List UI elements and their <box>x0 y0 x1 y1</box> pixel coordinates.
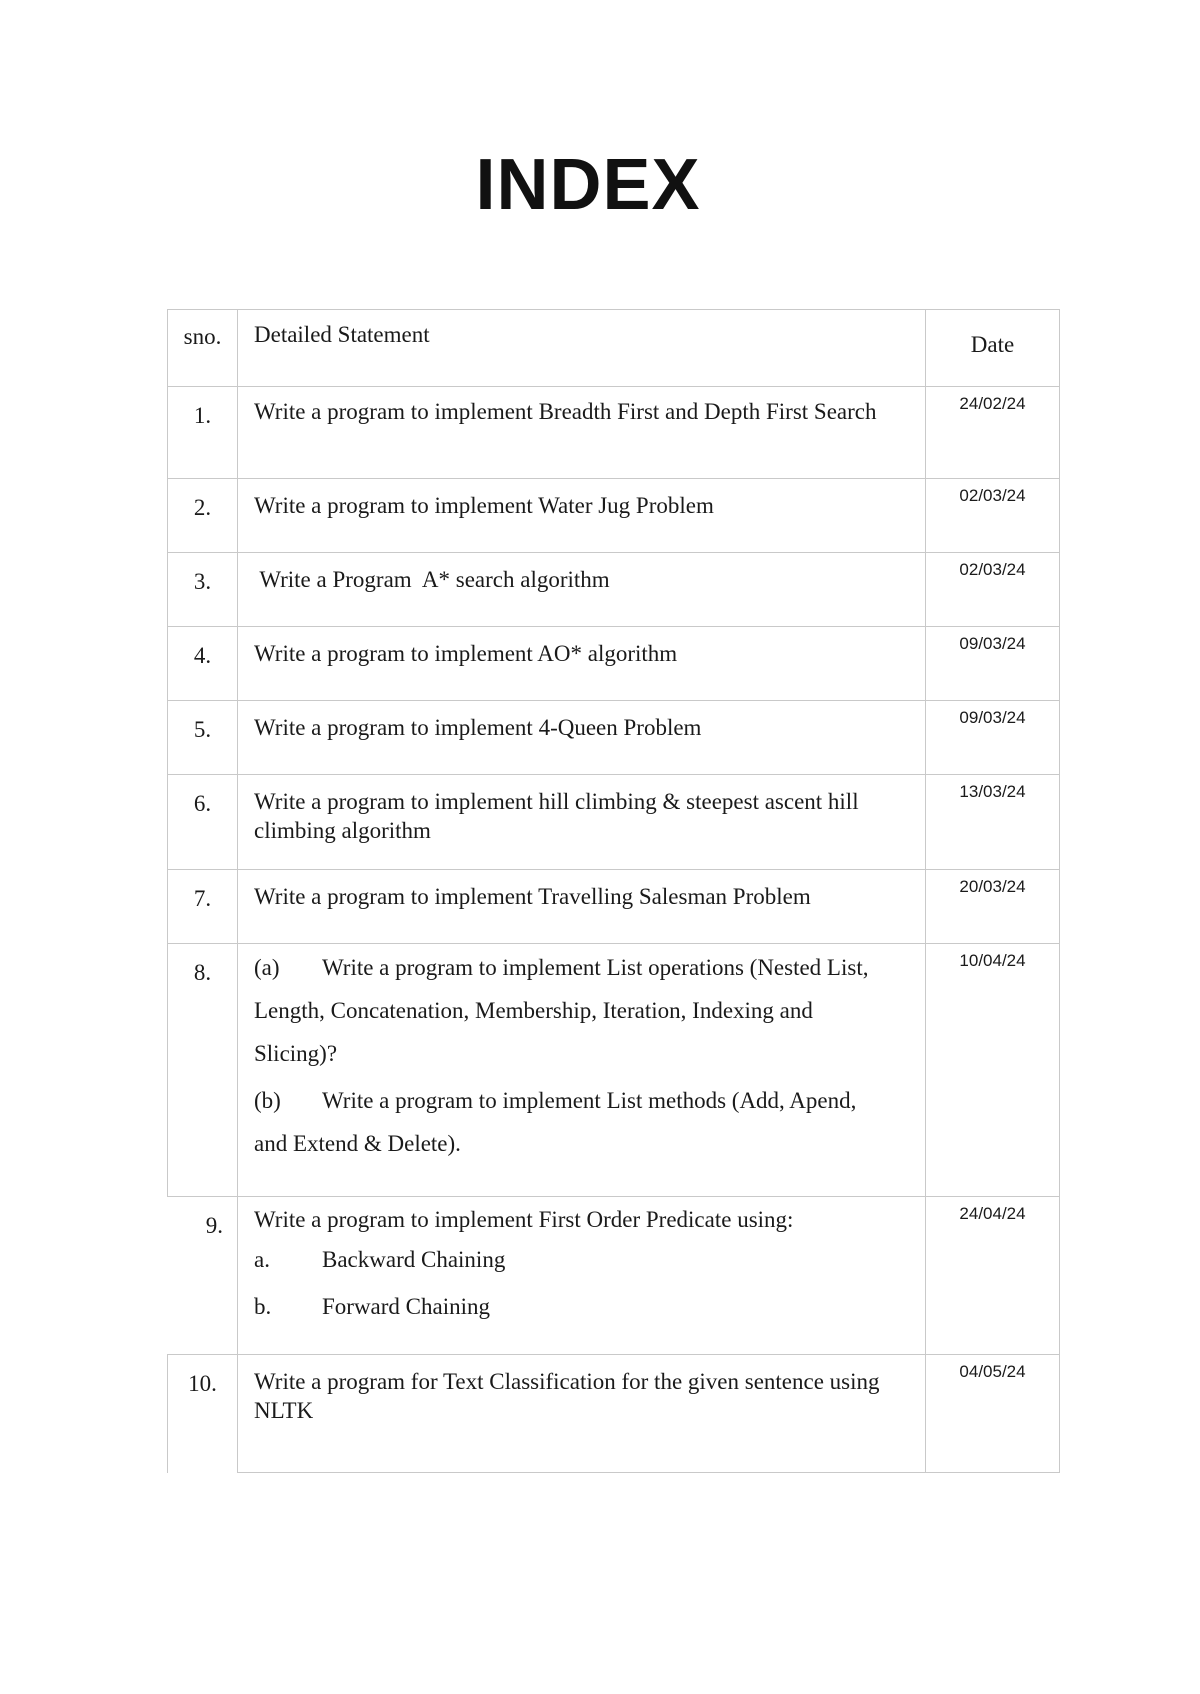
table-row <box>168 553 1060 627</box>
header-date: Date <box>926 310 1060 387</box>
page-title: INDEX <box>475 145 701 225</box>
row-statement <box>238 944 926 1197</box>
row-statement: Write a program to implement hill climbing & steepest ascent hill climbing algorithm <box>238 775 926 870</box>
table-row <box>168 1197 1060 1355</box>
row-statement: Write a Program A* search algorithm <box>238 553 926 627</box>
row-statement: Write a program for Text Classification for the given sentence using NLTK <box>238 1355 926 1473</box>
row-statement: Write a program to implement Travelling Salesman Problem <box>238 870 926 944</box>
sub-item-marker: a. <box>254 1247 270 1272</box>
sub-item-continuation: Length, Concatenation, Membership, Iteration, Indexing and <box>254 998 813 1023</box>
table-row <box>168 627 1060 701</box>
row-statement: Write a program to implement 4-Queen Problem <box>238 701 926 775</box>
row-statement: Write a program to implement Breadth First and Depth First Search <box>238 387 926 479</box>
table-row <box>168 387 1060 479</box>
sub-item <box>254 1236 911 1283</box>
row-sno: 5. <box>168 701 238 775</box>
row-statement: Write a program to implement AO* algorithm <box>238 627 926 701</box>
header-sno: sno. <box>168 310 238 387</box>
table-row <box>168 701 1060 775</box>
row-date: 24/02/24 <box>926 387 1060 479</box>
table-row <box>168 870 1060 944</box>
row-date: 09/03/24 <box>926 627 1060 701</box>
row-date: 09/03/24 <box>926 701 1060 775</box>
row-sno: 6. <box>168 775 238 870</box>
sub-item <box>254 1283 911 1330</box>
table-row <box>168 944 1060 1197</box>
table-row <box>168 479 1060 553</box>
sub-item-text: Forward Chaining <box>322 1294 491 1319</box>
row-statement-text: Write a program to implement First Order Predicate using: <box>254 1207 794 1232</box>
row-date: 04/05/24 <box>926 1355 1060 1473</box>
sub-item-text: Backward Chaining <box>322 1247 506 1272</box>
table-row <box>168 775 1060 870</box>
sub-item-text: Write a program to implement List operations (Nested List, <box>322 955 869 980</box>
row-statement: Write a program to implement Water Jug Problem <box>238 479 926 553</box>
row-sno: 4. <box>168 627 238 701</box>
row-sno: 2. <box>168 479 238 553</box>
row-statement <box>238 1197 926 1355</box>
row-date: 13/03/24 <box>926 775 1060 870</box>
row-date: 02/03/24 <box>926 479 1060 553</box>
sub-item-marker: (b) <box>254 1088 281 1113</box>
row-date: 02/03/24 <box>926 553 1060 627</box>
sub-item-marker: b. <box>254 1294 272 1319</box>
table-header-row <box>168 310 1060 387</box>
sub-item-continuation: Slicing)? <box>254 1041 338 1066</box>
row-date: 20/03/24 <box>926 870 1060 944</box>
sub-item-continuation: and Extend & Delete). <box>254 1131 461 1156</box>
row-sno: 8. <box>168 944 238 1197</box>
row-sno: 9. <box>168 1197 238 1355</box>
row-date: 10/04/24 <box>926 944 1060 1197</box>
table-row <box>168 1355 1060 1473</box>
index-table <box>167 309 1060 1473</box>
sub-item <box>254 944 911 991</box>
row-sno: 10. <box>168 1355 238 1473</box>
sub-item-text: Write a program to implement List methods (Add, Apend, <box>322 1088 857 1113</box>
row-date: 24/04/24 <box>926 1197 1060 1355</box>
row-sno: 1. <box>168 387 238 479</box>
sub-item <box>254 1077 911 1124</box>
row-sno: 7. <box>168 870 238 944</box>
row-sno: 3. <box>168 553 238 627</box>
header-statement: Detailed Statement <box>238 310 926 387</box>
sub-item-marker: (a) <box>254 955 280 980</box>
